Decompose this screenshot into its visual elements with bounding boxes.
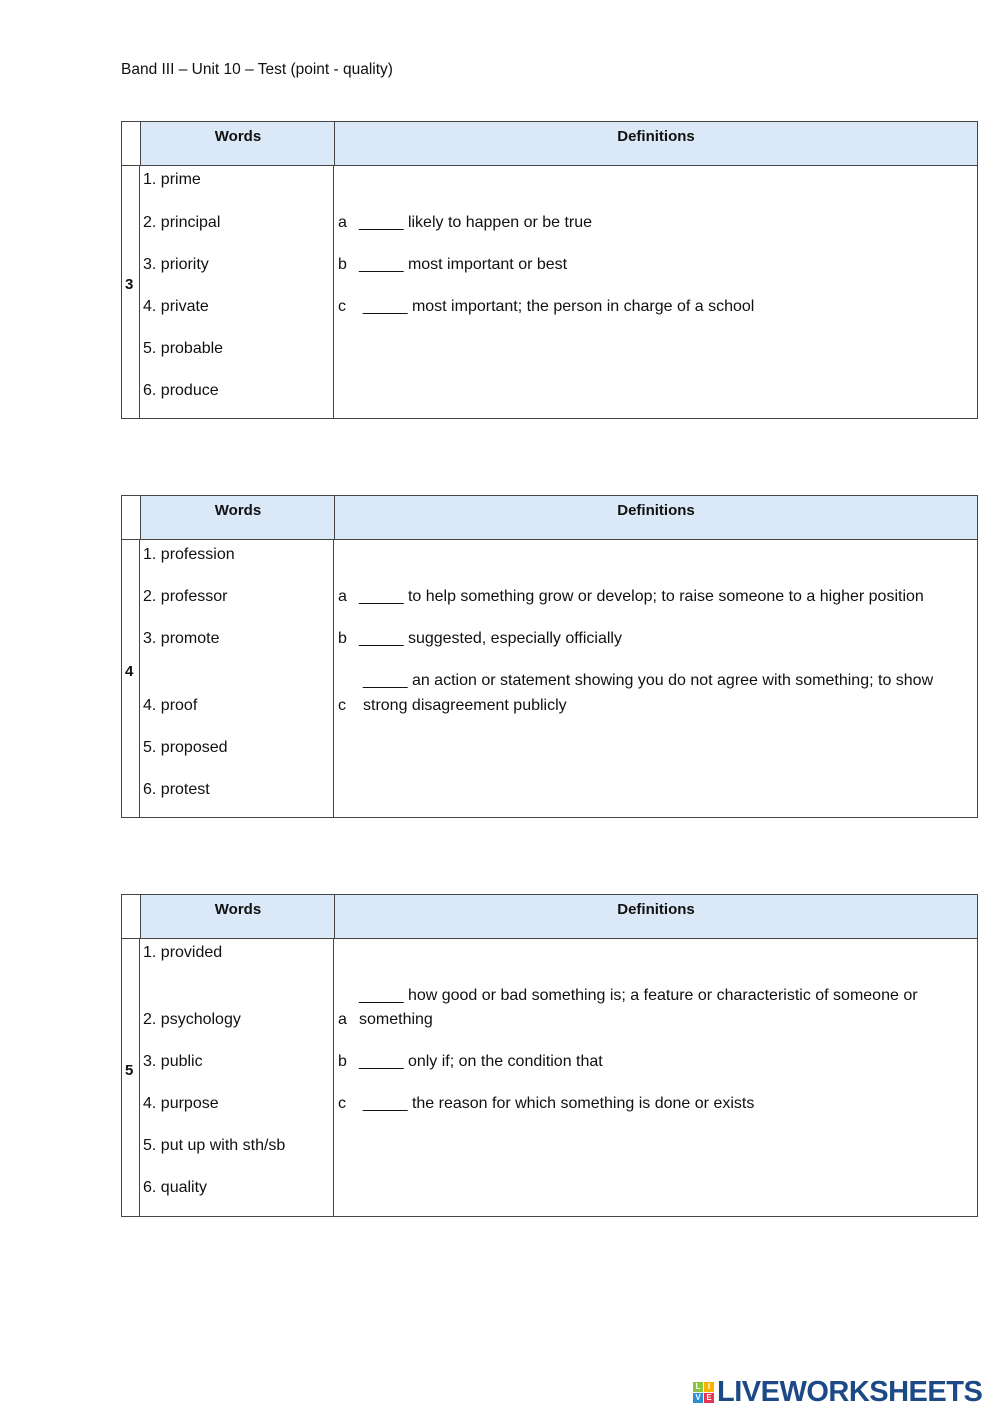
word-item: 1. prime: [143, 171, 201, 188]
definition-label: a: [338, 214, 347, 231]
word-item: 5. proposed: [143, 739, 228, 756]
words-header: Words: [140, 895, 335, 938]
definition-text[interactable]: _____ the reason for which something is done or exists: [363, 1095, 755, 1112]
table-header: [122, 895, 977, 939]
table-number: 3: [125, 276, 134, 293]
definition-label: c: [338, 298, 346, 315]
word-item: 3. priority: [143, 256, 209, 273]
definition-label: b: [338, 1053, 347, 1070]
vocab-table-3: [121, 121, 978, 419]
word-item: 2. professor: [143, 588, 228, 605]
definition-text[interactable]: _____ most important or best: [359, 256, 568, 273]
definition-text[interactable]: _____ an action or statement showing you do not agree with something; to show: [363, 672, 934, 689]
definition-text[interactable]: _____ to help something grow or develop; to raise someone to a higher position: [359, 588, 924, 605]
worksheet-title: Band III – Unit 10 – Test (point - quality): [121, 61, 393, 78]
word-item: 6. produce: [143, 382, 219, 399]
table-body: [122, 539, 977, 817]
word-item: 1. provided: [143, 944, 223, 961]
vocab-table-5: [121, 894, 978, 1217]
definition-label: c: [338, 1095, 346, 1112]
word-item: 3. public: [143, 1053, 203, 1070]
word-item: 4. proof: [143, 697, 198, 714]
table-header: [122, 122, 977, 166]
logo-icon: L I V E: [693, 1382, 714, 1403]
definition-text-continued: strong disagreement publicly: [363, 697, 567, 714]
table-header: [122, 496, 977, 540]
word-item: 6. protest: [143, 781, 210, 798]
definitions-header: Definitions: [334, 895, 977, 938]
word-item: 6. quality: [143, 1179, 208, 1196]
definition-label: b: [338, 256, 347, 273]
word-item: 5. put up with sth/sb: [143, 1137, 286, 1154]
definition-label: a: [338, 588, 347, 605]
logo-text: LIVEWORKSHEETS: [717, 1376, 983, 1408]
table-body: [122, 165, 977, 418]
word-item: 4. private: [143, 298, 209, 315]
definition-text[interactable]: _____ most important; the person in charge of a school: [363, 298, 755, 315]
word-item: 1. profession: [143, 546, 235, 563]
words-header: Words: [140, 122, 335, 165]
word-item: 5. probable: [143, 340, 224, 357]
definitions-header: Definitions: [334, 122, 977, 165]
definition-label: a: [338, 1011, 347, 1028]
definition-label: b: [338, 630, 347, 647]
vocab-table-4: [121, 495, 978, 818]
definition-label: c: [338, 697, 346, 714]
definitions-header: Definitions: [334, 496, 977, 539]
definition-text[interactable]: _____ how good or bad something is; a feature or characteristic of someone or: [359, 987, 918, 1004]
table-number: 4: [125, 663, 134, 680]
words-header: Words: [140, 496, 335, 539]
definition-text-continued: something: [359, 1011, 433, 1028]
definition-text[interactable]: _____ only if; on the condition that: [359, 1053, 603, 1070]
word-item: 4. purpose: [143, 1095, 219, 1112]
word-item: 3. promote: [143, 630, 220, 647]
definition-text[interactable]: _____ likely to happen or be true: [359, 214, 593, 231]
table-body: [122, 938, 977, 1216]
word-item: 2. principal: [143, 214, 221, 231]
word-item: 2. psychology: [143, 1011, 241, 1028]
liveworksheets-logo: [693, 1376, 982, 1409]
table-number: 5: [125, 1062, 134, 1079]
definition-text[interactable]: _____ suggested, especially officially: [359, 630, 622, 647]
